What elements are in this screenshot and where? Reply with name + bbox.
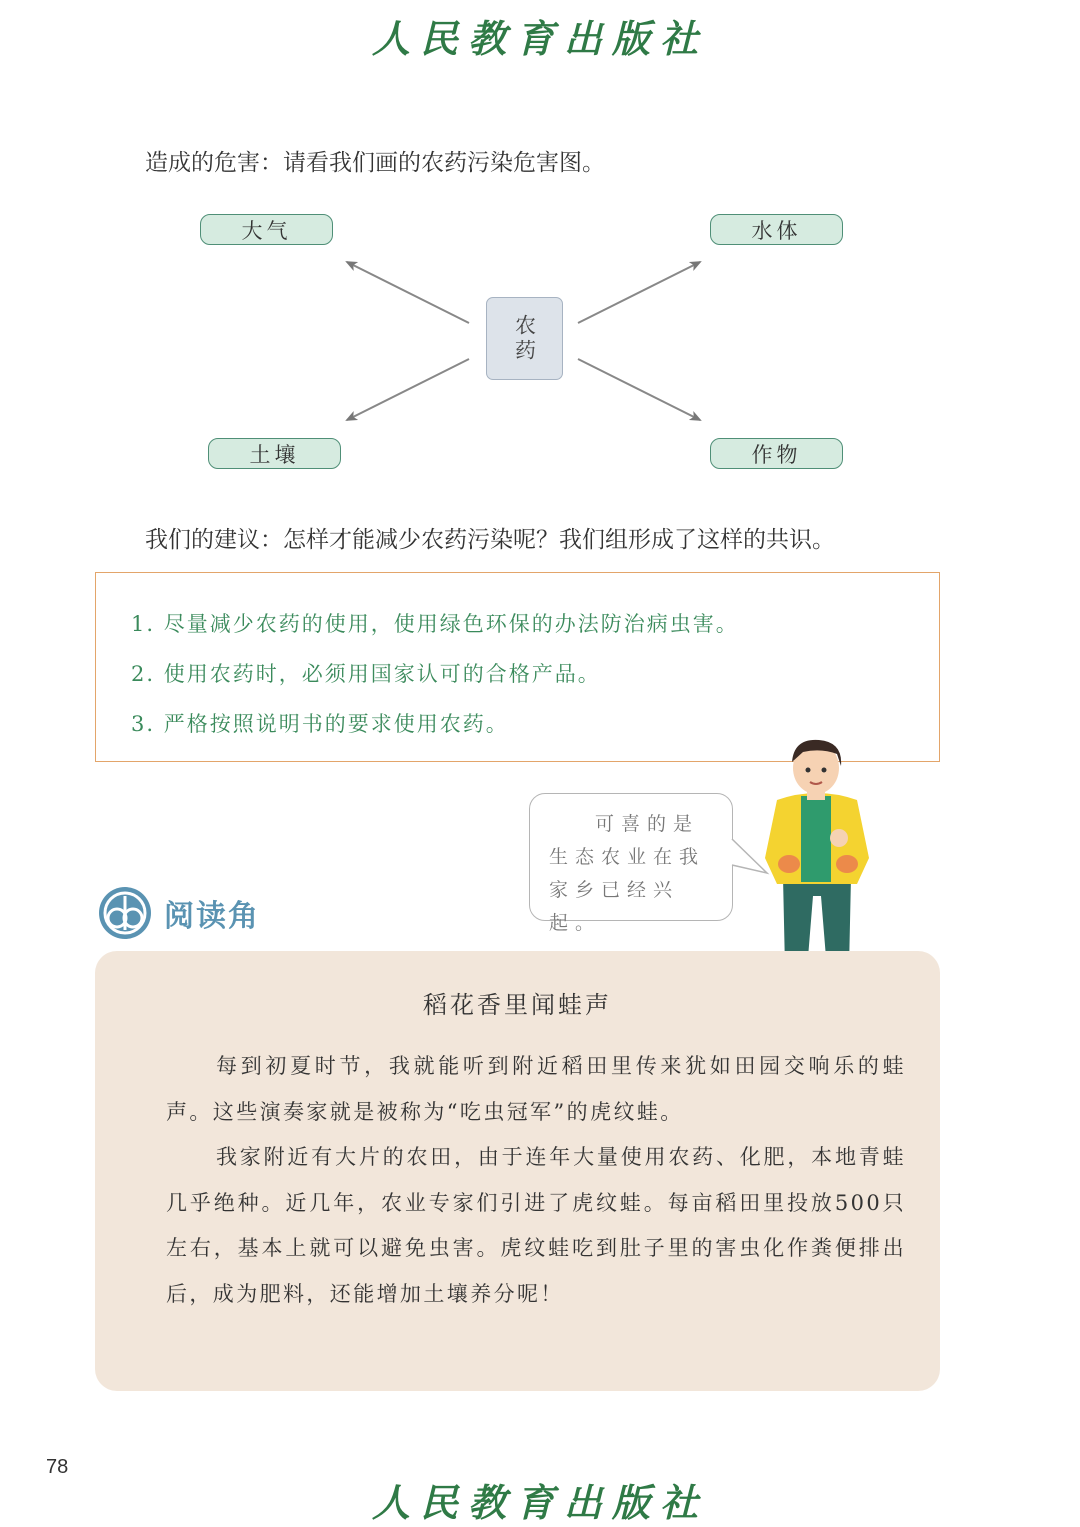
arrow-to-water (578, 262, 700, 323)
story-paragraph: 每到初夏时节，我就能听到附近稻田里传来犹如田园交响乐的蛙声。这些演奏家就是被称为“吃虫冠军”的虎纹蛙。 (166, 1054, 906, 1124)
consensus-box (95, 572, 940, 762)
reading-corner-panel (95, 951, 940, 1391)
diagram-node-pesticide: 农药 (486, 297, 563, 380)
harm-intro-text: 造成的危害：请看我们画的农药污染危害图。 (145, 150, 605, 176)
publisher-watermark-top: 人民教育出版社 (371, 16, 708, 61)
reading-corner-header (98, 886, 260, 940)
consensus-item: 2. 使用农药时，必须用国家认可的合格产品。 (131, 662, 601, 686)
arrow-to-air (347, 262, 469, 323)
arrow-to-crops (578, 359, 700, 420)
diagram-node-water: 水体 (710, 214, 843, 245)
speech-bubble-text: 可喜的是生态农业在我家乡已经兴起。 (549, 813, 706, 934)
diagram-node-soil: 土壤 (208, 438, 341, 469)
arrow-to-soil (347, 359, 469, 420)
page-number: 78 (46, 1456, 69, 1478)
consensus-item: 1. 尽量减少农药的使用，使用绿色环保的办法防治病虫害。 (131, 612, 739, 636)
reading-corner-icon (98, 886, 152, 940)
suggestion-intro-text: 我们的建议：怎样才能减少农药污染呢？我们组形成了这样的共识。 (145, 527, 835, 553)
diagram-node-crops: 作物 (710, 438, 843, 469)
speech-bubble (529, 793, 733, 934)
consensus-item: 3. 严格按照说明书的要求使用农药。 (131, 712, 509, 736)
diagram-node-air: 大气 (200, 214, 333, 245)
story-paragraph: 我家附近有大片的农田，由于连年大量使用农药、化肥，本地青蛙几乎绝种。近几年，农业专家们引进了虎纹蛙。每亩稻田里投放500只左右，基本上就可以避免虫害。虎纹蛙吃到肚子里的害虫化作粪便排出后，成为肥料，还能增加土壤养分呢！ (166, 1145, 906, 1306)
publisher-watermark-bottom: 人民教育出版社 (371, 1480, 708, 1525)
reading-corner-title: 阅读角 (164, 899, 260, 934)
story-title: 稻花香里闻蛙声 (423, 991, 612, 1019)
